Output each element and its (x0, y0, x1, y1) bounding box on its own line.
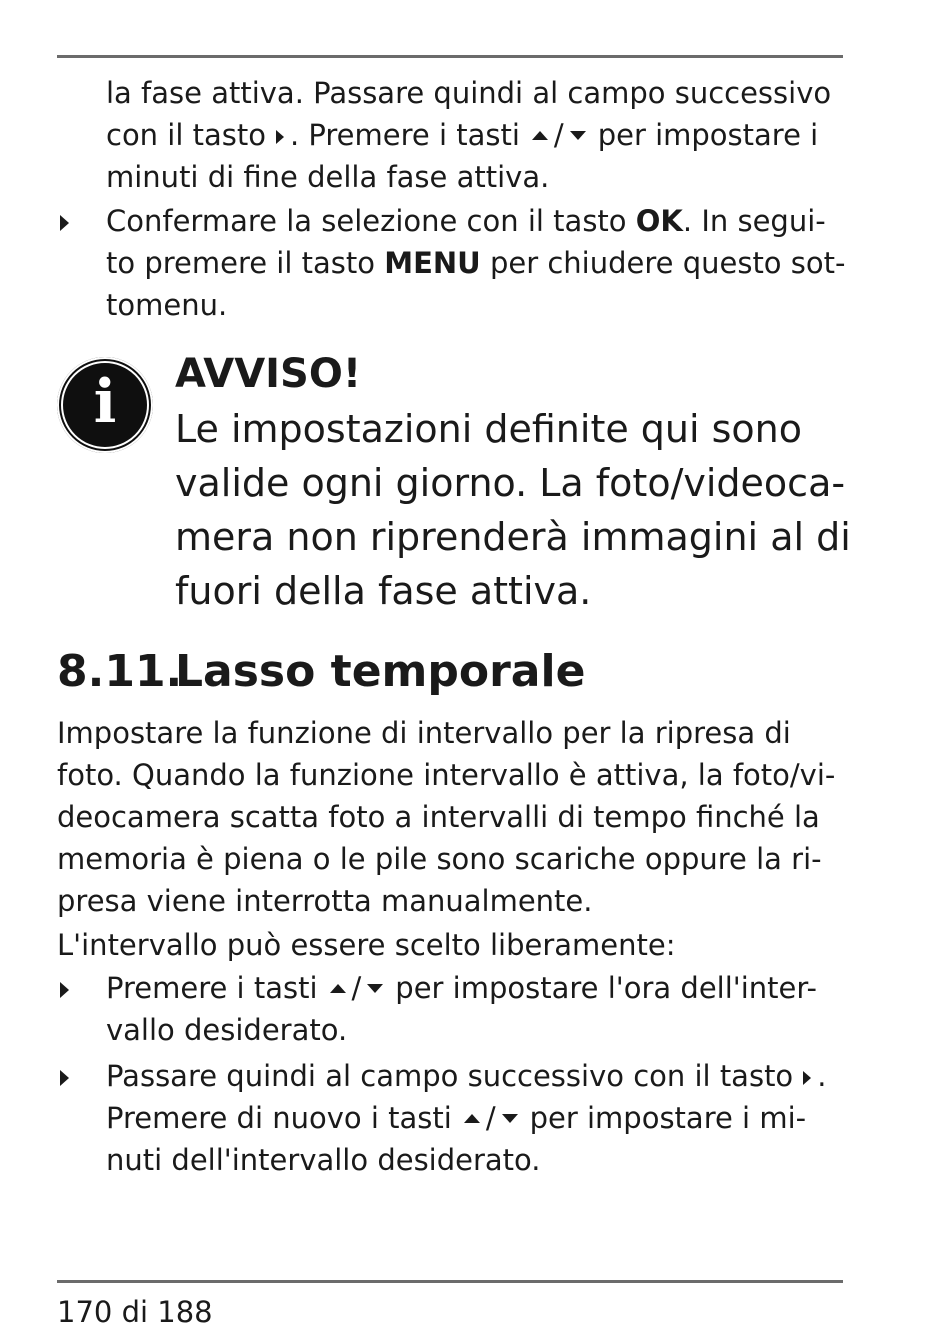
up-arrow-key-icon (464, 1114, 480, 1123)
notice-line: fuori della fase attiva. (175, 569, 592, 613)
section-title: Lasso temporale (175, 646, 586, 697)
text-line: la fase attiva. Passare quindi al campo successivo (106, 76, 832, 110)
list-item (106, 200, 845, 326)
notice-title: AVVISO! (175, 351, 362, 397)
bullet-arrow-icon (60, 982, 69, 998)
list-item (106, 967, 826, 1051)
text-line: con il tasto . Premere i tasti / per impostare i (106, 118, 819, 152)
text-line: nuti dell'intervallo desiderato. (106, 1143, 541, 1177)
section-heading-block (57, 646, 585, 698)
text-line: Impostare la funzione di intervallo per la ripresa di (57, 716, 791, 750)
bullet-arrow-icon (60, 215, 69, 231)
text-line: Passare quindi al campo successivo con il tasto . (106, 1059, 827, 1093)
text-line: tomenu. (106, 288, 228, 322)
info-icon (57, 357, 153, 453)
right-arrow-key-icon (803, 1071, 811, 1085)
section-paragraph (57, 712, 835, 966)
bottom-divider (57, 1280, 843, 1283)
text-line: to premere il tasto MENU per chiudere questo sot- (106, 246, 846, 280)
section-list (106, 967, 826, 1181)
top-text-block (106, 72, 845, 326)
section-heading (57, 646, 585, 698)
section-number: 8.11. (57, 646, 183, 697)
text-line: Premere i tasti / per impostare l'ora dell'inter- (106, 971, 817, 1005)
footer (57, 1294, 213, 1330)
up-arrow-key-icon (532, 131, 548, 140)
up-arrow-key-icon (330, 984, 346, 993)
bullet-arrow-icon (60, 1070, 69, 1086)
text-line: deocamera scatta foto a intervalli di tempo finché la (57, 800, 820, 834)
down-arrow-key-icon (367, 984, 383, 993)
text-line: Premere di nuovo i tasti / per impostare i mi- (106, 1101, 807, 1135)
down-arrow-key-icon (502, 1114, 518, 1123)
down-arrow-key-icon (570, 131, 586, 140)
notice-block (175, 350, 851, 618)
list-item (106, 1055, 826, 1181)
text-line: L'intervallo può essere scelto liberamente: (57, 928, 676, 962)
right-arrow-key-icon (276, 130, 284, 144)
page-number: 170 di 188 (57, 1295, 213, 1329)
text-line: memoria è piena o le pile sono scariche oppure la ri- (57, 842, 822, 876)
notice-line: valide ogni giorno. La foto/videoca- (175, 461, 846, 505)
notice-line: mera non riprenderà immagini al di (175, 515, 851, 559)
text-line: vallo desiderato. (106, 1013, 348, 1047)
info-icon-glyph: i (93, 367, 117, 437)
notice-line: Le impostazioni definite qui sono (175, 407, 803, 451)
text-line: foto. Quando la funzione intervallo è attiva, la foto/vi- (57, 758, 836, 792)
top-divider (57, 55, 843, 58)
text-line: presa viene interrotta manualmente. (57, 884, 593, 918)
text-line: Confermare la selezione con il tasto OK. In segui- (106, 204, 826, 238)
text-line: minuti di fine della fase attiva. (106, 160, 550, 194)
